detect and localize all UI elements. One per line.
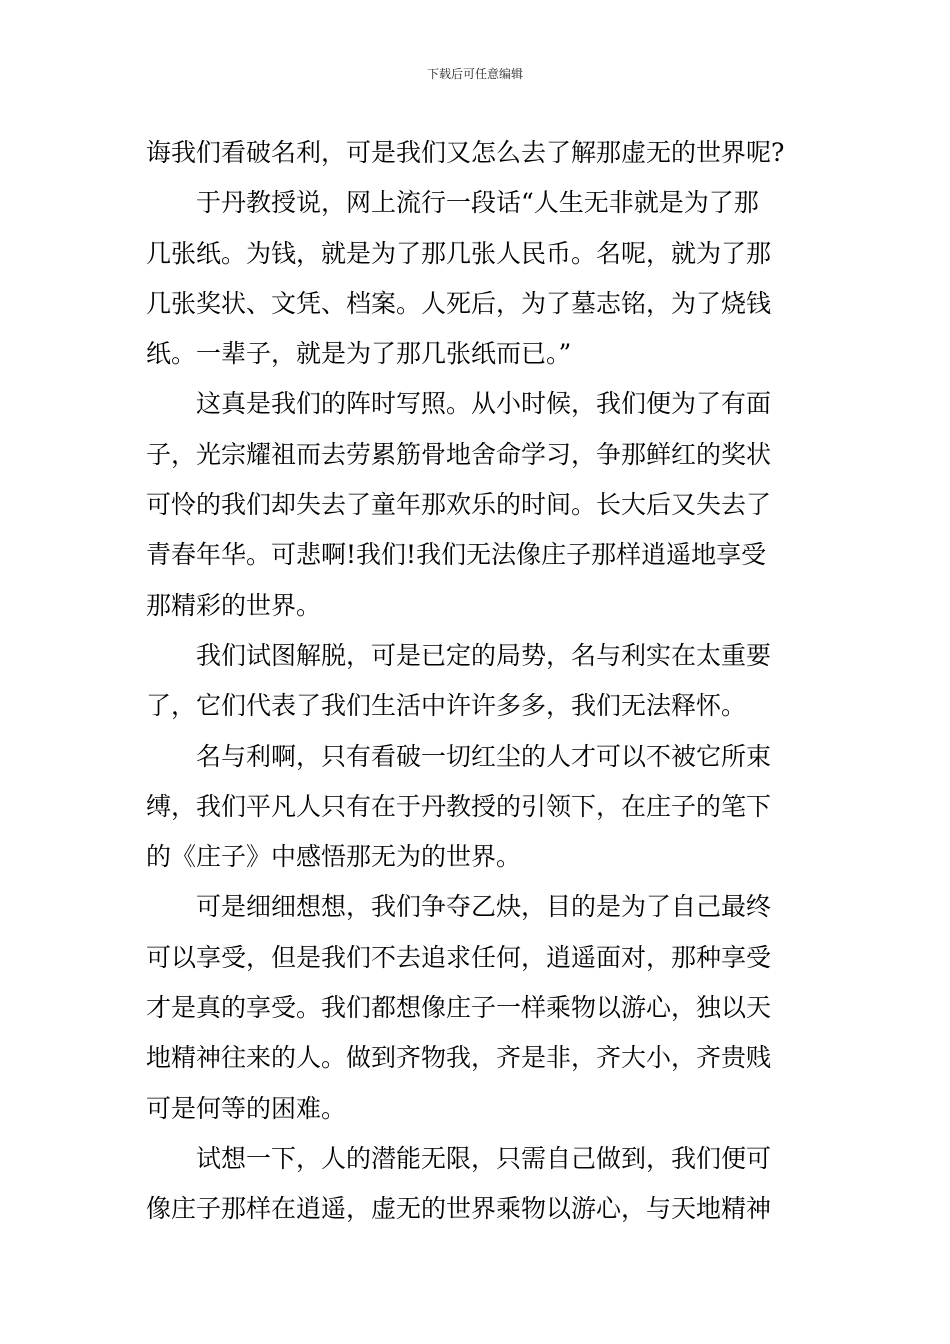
text-line: 几张纸。为钱，就是为了那几张人民币。名呢，就为了那 [146,238,772,268]
text-line: 才是真的享受。我们都想像庄子一样乘物以游心，独以天 [146,993,772,1023]
text-line: 几张奖状、文凭、档案。人死后，为了墓志铭，为了烧钱 [146,288,772,318]
text-line: 缚，我们平凡人只有在于丹教授的引领下，在庄子的笔下 [146,791,772,821]
text-line: 纸。一辈子，就是为了那几张纸而已。” [146,339,572,369]
text-line: 了，它们代表了我们生活中许许多多，我们无法释怀。 [146,691,747,721]
text-line: 子，光宗耀祖而去劳累筋骨地舍命学习，争那鲜红的奖状 [146,439,772,469]
text-line: 可怜的我们却失去了童年那欢乐的时间。长大后又失去了 [146,490,772,520]
text-line: 可以享受，但是我们不去追求任何，逍遥面对，那种享受 [146,942,772,972]
text-line: 可是细细想想，我们争夺乙炔，目的是为了自己最终 [196,892,772,922]
text-line: 诲我们看破名利，可是我们又怎么去了解那虚无的世界呢? [146,138,785,167]
text-line: 的《庄子》中感悟那无为的世界。 [146,842,522,872]
text-line: 试想一下，人的潜能无限，只需自己做到，我们便可 [196,1143,772,1173]
body-text [146,128,806,1235]
text-line: 这真是我们的阵时写照。从小时候，我们便为了有面 [196,389,772,419]
text-line: 那精彩的世界。 [146,590,322,620]
text-line: 可是何等的困难。 [146,1093,347,1123]
text-line: 青春年华。可悲啊!我们!我们无法像庄子那样逍遥地享受 [146,540,767,570]
text-line: 地精神往来的人。做到齐物我，齐是非，齐大小，齐贵贱 [146,1043,772,1073]
text-line: 像庄子那样在逍遥，虚无的世界乘物以游心，与天地精神 [146,1194,772,1224]
text-line: 于丹教授说，网上流行一段话“人生无非就是为了那 [196,188,759,218]
text-line: 名与利啊，只有看破一切红尘的人才可以不被它所束 [196,741,772,771]
text-line: 我们试图解脱，可是已定的局势，名与利实在太重要 [196,640,772,670]
page-header: 下载后可任意编辑 [426,67,523,81]
